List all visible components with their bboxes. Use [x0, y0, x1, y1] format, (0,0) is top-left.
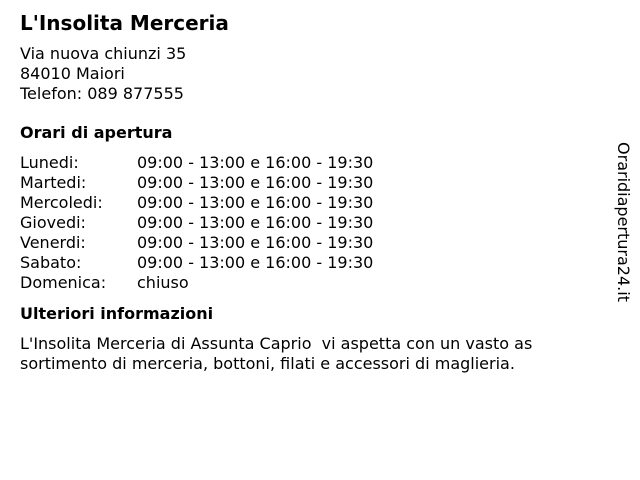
day-label: Giovedi:: [20, 213, 86, 232]
hours-heading: Orari di apertura: [20, 123, 173, 142]
day-hours: 09:00 - 13:00 e 16:00 - 19:30: [137, 173, 374, 192]
shop-card: [20, 10, 600, 374]
site-watermark: Oraridiapertura24.it: [614, 142, 633, 302]
hours-row-thursday: [20, 213, 600, 233]
day-hours: 09:00 - 13:00 e 16:00 - 19:30: [137, 253, 374, 272]
hours-table: [20, 153, 600, 293]
hours-row-sunday: [20, 273, 600, 293]
day-hours: chiuso: [137, 273, 189, 292]
day-label: Mercoledi:: [20, 193, 103, 212]
hours-row-monday: [20, 153, 600, 173]
hours-row-tuesday: [20, 173, 600, 193]
hours-row-friday: [20, 233, 600, 253]
shop-name: L'Insolita Merceria: [20, 11, 229, 35]
day-label: Domenica:: [20, 273, 107, 292]
hours-row-saturday: [20, 253, 600, 273]
day-hours: 09:00 - 13:00 e 16:00 - 19:30: [137, 153, 374, 172]
day-hours: 09:00 - 13:00 e 16:00 - 19:30: [137, 213, 374, 232]
day-label: Martedi:: [20, 173, 87, 192]
day-hours: 09:00 - 13:00 e 16:00 - 19:30: [137, 193, 374, 212]
address-street: Via nuova chiunzi 35: [20, 44, 187, 63]
info-text: L'Insolita Merceria di Assunta Caprio vi aspetta con un vasto as sortimento di merceria, bottoni, filati e accessori di maglieria.: [20, 334, 538, 373]
info-heading: Ulteriori informazioni: [20, 304, 214, 323]
day-label: Lunedi:: [20, 153, 79, 172]
phone-number: Telefon: 089 877555: [20, 84, 184, 103]
day-hours: 09:00 - 13:00 e 16:00 - 19:30: [137, 233, 374, 252]
address-city: 84010 Maiori: [20, 64, 125, 83]
day-label: Venerdi:: [20, 233, 86, 252]
hours-row-wednesday: [20, 193, 600, 213]
day-label: Sabato:: [20, 253, 82, 272]
